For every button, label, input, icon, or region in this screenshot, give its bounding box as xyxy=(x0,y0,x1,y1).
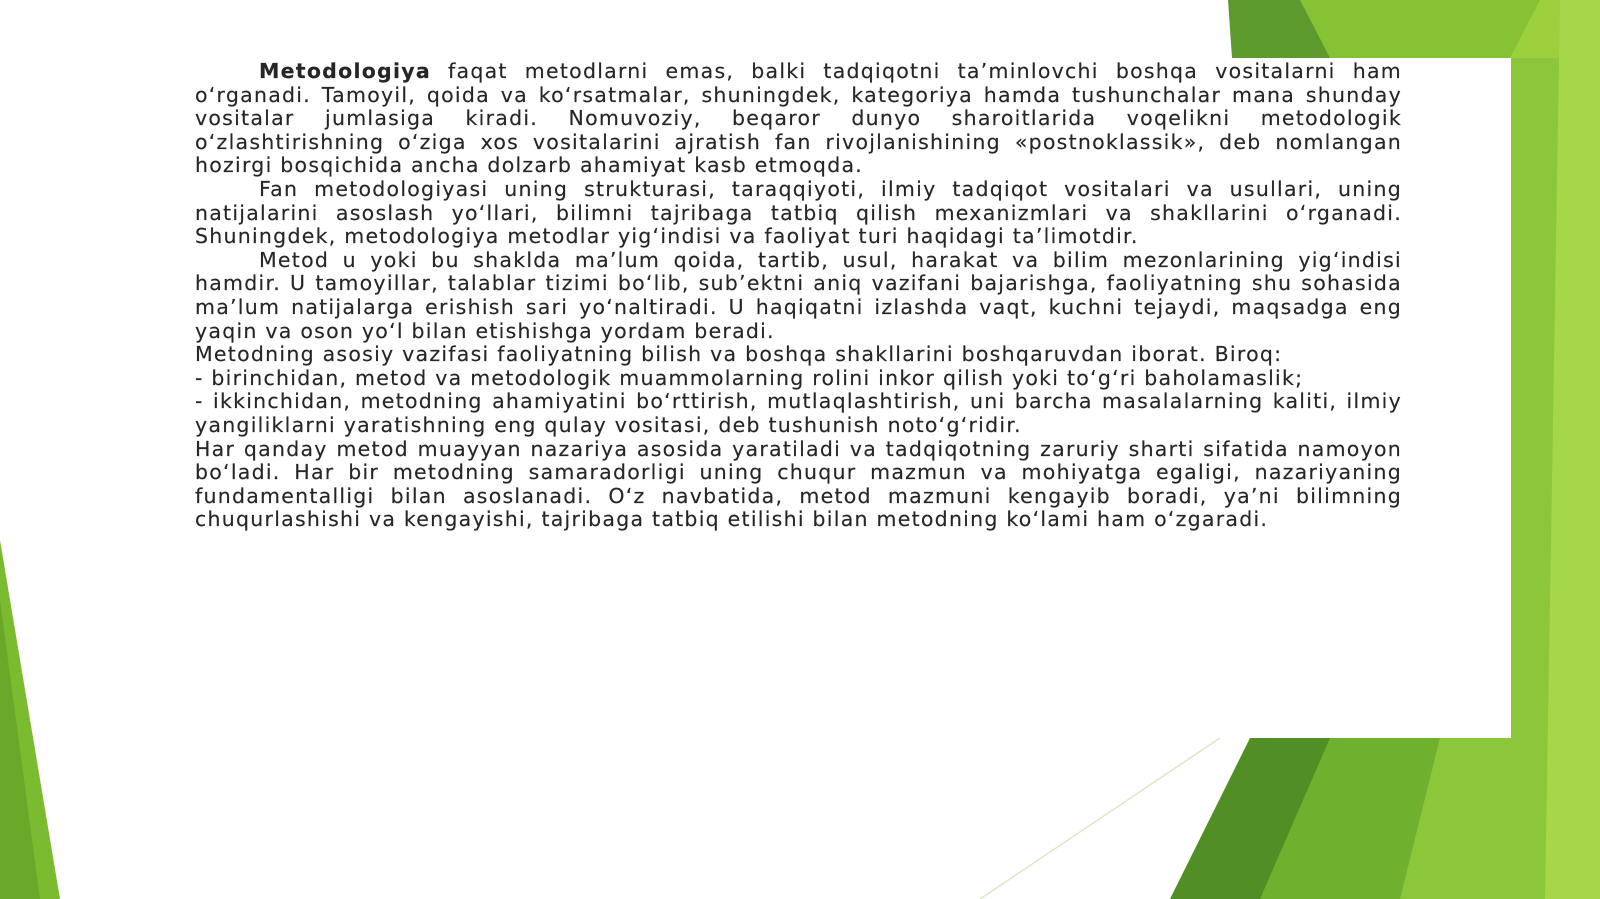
paragraph-1 xyxy=(195,60,1402,178)
paragraph-3: Metod u yoki bu shaklda ma’lum qoida, tartib, usul, harakat va bilim mezonlarining yig‘indisi hamdir. U tamoyillar, talablar tizimi bo‘lib, sub’ektni aniq vazifani bajarishga, faoliyatning shu sohasida ma’lum natijalarga erishish sari yo‘naltiradi. U haqiqatni izlashda vaqt, kuchni tejaydi, maqsadga eng yaqin va oson yo‘l bilan etishishga yordam beradi. xyxy=(195,247,1402,343)
body-text xyxy=(195,60,1402,532)
paragraph-5: Har qanday metod muayyan nazariya asosida yaratiladi va tadqiqotning zaruriy sharti sifatida namoyon bo‘ladi. Har bir metodning samaradorligi uning chuqur mazmun va mohiyatga egaligi, nazariyaning fundamentalligi bilan asoslanadi. O‘z navbatida, metod mazmuni kengayib boradi, ya’ni bilimning chuqurlashishi va kengayishi, tajribaga tatbiq etilishi bilan metodning ko‘lami ham o‘zgaradi. xyxy=(195,436,1402,532)
text-box xyxy=(184,58,1511,738)
bold-term: Metodologiya xyxy=(259,59,431,83)
list-item-1: - birinchidan, metod va metodologik muammolarning rolini inkor qilish yoki to‘g‘ri baholamaslik; xyxy=(195,365,1304,390)
paragraph-1-text: faqat metodlarni emas, balki tadqiqotni ta’minlovchi boshqa vositalarni ham o‘rganadi. Tamoyil, qoida va ko‘rsatmalar, shuningdek, kategoriya hamda tushunchalar mana shunday vositalar jumlasiga kiradi. Nomuvoziy, beqaror dunyo sharoitlarida voqelikni metodologik o‘zlashtirishning o‘ziga xos vositalarini ajratish fan rivojlanishining «postnoklassik», deb nomlangan hozirgi bosqichida ancha dolzarb ahamiyat kasb etmoqda. xyxy=(195,59,1402,178)
paragraph-4: Metodning asosiy vazifasi faoliyatning bilish va boshqa shakllarini boshqaruvdan iborat. Biroq: xyxy=(195,342,1283,367)
list-item-2: - ikkinchidan, metodning ahamiyatini bo‘rttirish, mutlaqlashtirish, uni barcha masalalarning kaliti, ilmiy yangiliklarni yaratishning eng qulay vositasi, deb tushunish noto‘g‘ridir. xyxy=(195,389,1402,437)
paragraph-2: Fan metodologiyasi uning strukturasi, taraqqiyoti, ilmiy tadqiqot vositalari va usullari, uning natijalarini asoslash yo‘llari, bilimni tajribaga tatbiq qilish mexanizmlari va shakllarini o‘rganadi. Shuningdek, metodologiya metodlar yig‘indisi va faoliyat turi haqidagi ta’limotdir. xyxy=(195,176,1402,249)
